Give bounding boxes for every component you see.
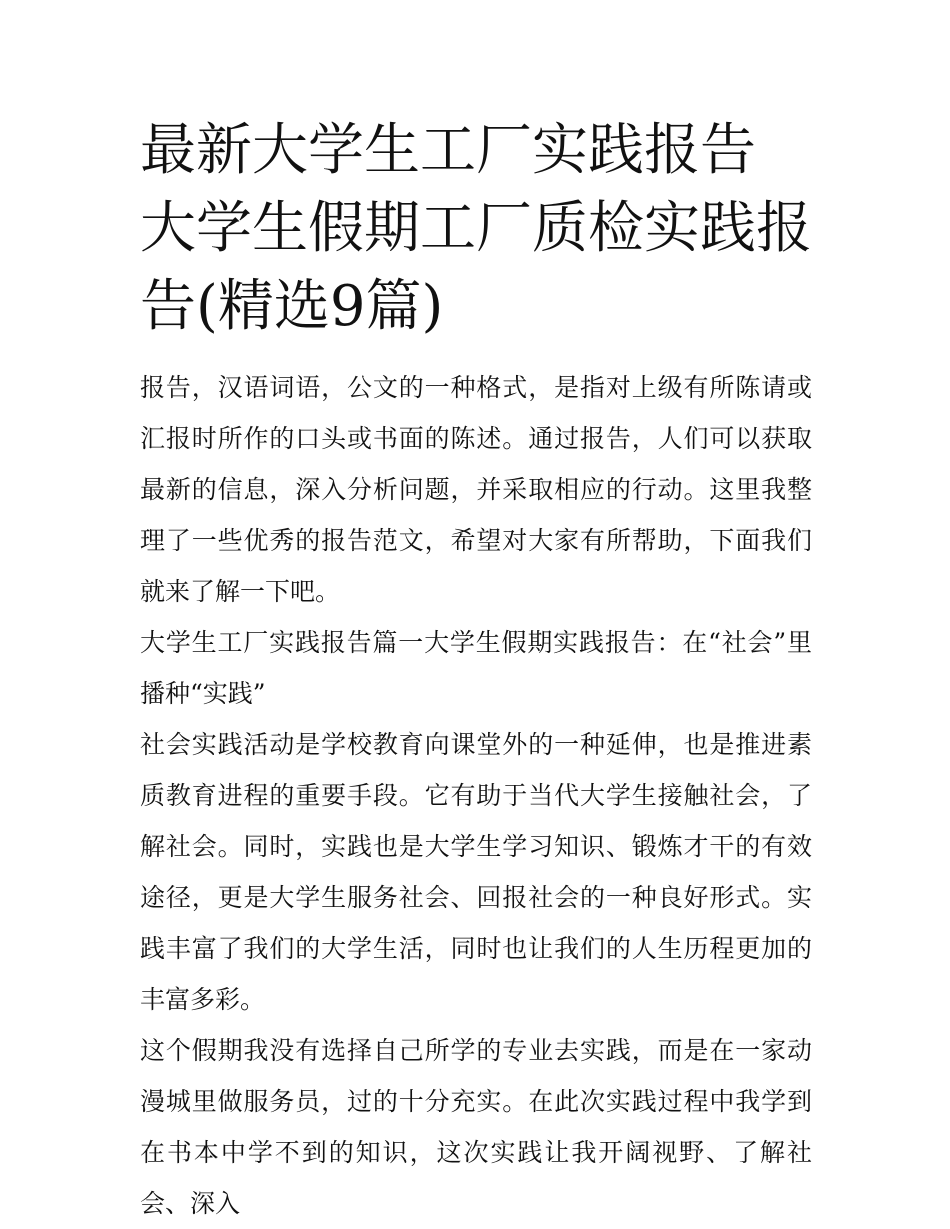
document-title: 最新大学生工厂实践报告 大学生假期工厂质检实践报告(精选9篇) (140, 118, 812, 339)
intro-paragraph: 报告，汉语词语，公文的一种格式，是指对上级有所陈请或汇报时所作的口头或书面的陈述。通过报告，人们可以获取最新的信息，深入分析问题，并采取相应的行动。这里我整理了一些优秀的报告范文，希望对大家有所帮助，下面我们就来了解一下吧。 (140, 373, 812, 606)
document-body (140, 362, 812, 1229)
body-paragraph: 社会实践活动是学校教育向课堂外的一种延伸，也是推进素质教育进程的重要手段。它有助于当代大学生接触社会，了解社会。同时，实践也是大学生学习知识、锻炼才干的有效途径，更是大学生服务社会、回报社会的一种良好形式。实践丰富了我们的大学生活，同时也让我们的人生历程更加的丰富多彩。 (140, 730, 812, 1014)
body-paragraph: 这个假期我没有选择自己所学的专业去实践，而是在一家动漫城里做服务员，过的十分充实。在此次实践过程中我学到在书本中学不到的知识，这次实践让我开阔视野、了解社会、深入 (140, 1036, 812, 1218)
section-heading: 大学生工厂实践报告篇一大学生假期实践报告：在“社会”里播种“实践” (140, 628, 812, 708)
document-page (140, 112, 812, 1229)
